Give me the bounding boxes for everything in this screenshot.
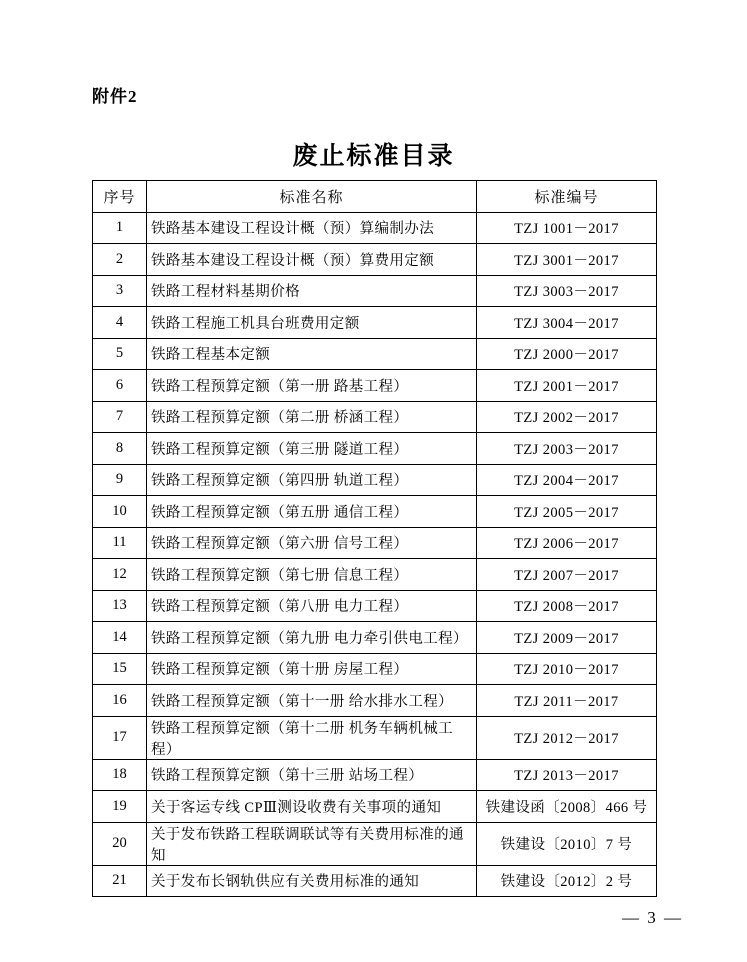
cell-code: TZJ 2004－2017	[477, 464, 657, 496]
cell-code: 铁建设函〔2008〕466 号	[477, 791, 657, 823]
cell-name: 铁路工程预算定额（第五册 通信工程）	[147, 496, 477, 528]
table-row	[93, 759, 657, 791]
table-row	[93, 622, 657, 654]
table-row	[93, 590, 657, 622]
cell-name: 铁路工程预算定额（第六册 信号工程）	[147, 527, 477, 559]
cell-name: 铁路工程预算定额（第二册 桥涵工程）	[147, 401, 477, 433]
cell-code: TZJ 2011－2017	[477, 685, 657, 717]
column-header-name: 标准名称	[147, 181, 477, 213]
cell-seq: 12	[93, 559, 147, 591]
cell-code: TZJ 2002－2017	[477, 401, 657, 433]
cell-name: 关于发布长钢轨供应有关费用标准的通知	[147, 865, 477, 897]
cell-name: 铁路工程预算定额（第八册 电力工程）	[147, 590, 477, 622]
table-row	[93, 716, 657, 759]
cell-code: TZJ 3004－2017	[477, 307, 657, 339]
cell-name: 铁路工程施工机具台班费用定额	[147, 307, 477, 339]
column-header-code: 标准编号	[477, 181, 657, 213]
cell-seq: 11	[93, 527, 147, 559]
cell-seq: 3	[93, 275, 147, 307]
table-row	[93, 212, 657, 244]
table-row	[93, 496, 657, 528]
cell-code: TZJ 2008－2017	[477, 590, 657, 622]
cell-code: TZJ 2000－2017	[477, 338, 657, 370]
cell-seq: 4	[93, 307, 147, 339]
cell-name: 铁路基本建设工程设计概（预）算费用定额	[147, 244, 477, 276]
table-row	[93, 822, 657, 865]
cell-seq: 21	[93, 865, 147, 897]
cell-name: 铁路工程预算定额（第三册 隧道工程）	[147, 433, 477, 465]
cell-name: 铁路工程预算定额（第九册 电力牵引供电工程）	[147, 622, 477, 654]
table-row	[93, 685, 657, 717]
cell-name: 铁路工程预算定额（第十三册 站场工程）	[147, 759, 477, 791]
cell-code: TZJ 1001－2017	[477, 212, 657, 244]
cell-seq: 9	[93, 464, 147, 496]
table-row	[93, 527, 657, 559]
cell-code: TZJ 2007－2017	[477, 559, 657, 591]
table-row	[93, 653, 657, 685]
cell-code: TZJ 2003－2017	[477, 433, 657, 465]
cell-seq: 1	[93, 212, 147, 244]
cell-code: TZJ 2005－2017	[477, 496, 657, 528]
table-row	[93, 370, 657, 402]
cell-name: 关于发布铁路工程联调联试等有关费用标准的通知	[147, 822, 477, 865]
cell-code: 铁建设〔2012〕2 号	[477, 865, 657, 897]
cell-seq: 6	[93, 370, 147, 402]
cell-seq: 15	[93, 653, 147, 685]
page-number: — 3 —	[622, 908, 683, 927]
cell-name: 关于客运专线 CPⅢ测设收费有关事项的通知	[147, 791, 477, 823]
page-title: 废止标准目录	[292, 143, 455, 170]
cell-code: TZJ 2009－2017	[477, 622, 657, 654]
cell-seq: 7	[93, 401, 147, 433]
attachment-label: 附件2	[92, 87, 138, 106]
cell-code: 铁建设〔2010〕7 号	[477, 822, 657, 865]
cell-code: TZJ 3001－2017	[477, 244, 657, 276]
cell-seq: 13	[93, 590, 147, 622]
cell-name: 铁路工程预算定额（第十一册 给水排水工程）	[147, 685, 477, 717]
table-row	[93, 791, 657, 823]
cell-name: 铁路工程预算定额（第十册 房屋工程）	[147, 653, 477, 685]
cell-seq: 20	[93, 822, 147, 865]
cell-name: 铁路工程基本定额	[147, 338, 477, 370]
cell-seq: 10	[93, 496, 147, 528]
cell-name: 铁路工程预算定额（第一册 路基工程）	[147, 370, 477, 402]
cell-seq: 14	[93, 622, 147, 654]
table-row	[93, 464, 657, 496]
cell-seq: 19	[93, 791, 147, 823]
table-body	[93, 212, 657, 897]
table-row	[93, 307, 657, 339]
cell-name: 铁路工程预算定额（第七册 信息工程）	[147, 559, 477, 591]
table-row	[93, 244, 657, 276]
table-row	[93, 433, 657, 465]
cell-code: TZJ 2013－2017	[477, 759, 657, 791]
table-row	[93, 865, 657, 897]
cell-seq: 17	[93, 716, 147, 759]
cell-name: 铁路工程预算定额（第十二册 机务车辆机械工程）	[147, 716, 477, 759]
standards-catalog-table	[92, 180, 657, 897]
table-header-row	[93, 181, 657, 213]
table-row	[93, 401, 657, 433]
column-header-seq: 序号	[93, 181, 147, 213]
table-row	[93, 338, 657, 370]
table-row	[93, 559, 657, 591]
cell-code: TZJ 2010－2017	[477, 653, 657, 685]
cell-seq: 8	[93, 433, 147, 465]
cell-seq: 2	[93, 244, 147, 276]
cell-seq: 5	[93, 338, 147, 370]
cell-code: TZJ 2006－2017	[477, 527, 657, 559]
cell-code: TZJ 3003－2017	[477, 275, 657, 307]
cell-name: 铁路基本建设工程设计概（预）算编制办法	[147, 212, 477, 244]
table-row	[93, 275, 657, 307]
cell-seq: 18	[93, 759, 147, 791]
cell-seq: 16	[93, 685, 147, 717]
cell-name: 铁路工程预算定额（第四册 轨道工程）	[147, 464, 477, 496]
cell-code: TZJ 2001－2017	[477, 370, 657, 402]
cell-code: TZJ 2012－2017	[477, 716, 657, 759]
cell-name: 铁路工程材料基期价格	[147, 275, 477, 307]
